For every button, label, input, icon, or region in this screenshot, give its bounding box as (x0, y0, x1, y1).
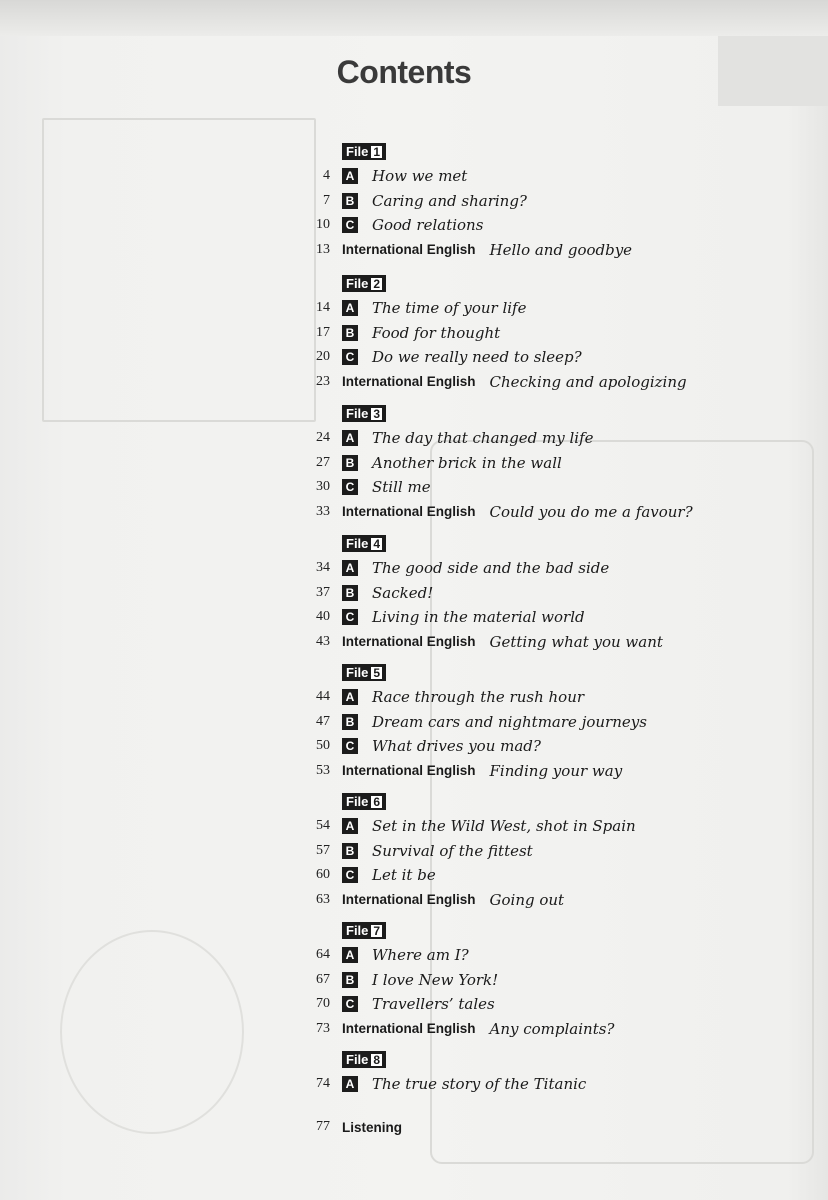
toc-entry[interactable] (300, 165, 800, 187)
lesson-letter-badge: C (342, 217, 358, 233)
page-number: 40 (316, 609, 330, 625)
file-heading-number: 8 (373, 1052, 381, 1067)
toc-entry[interactable] (300, 735, 800, 757)
toc-entry[interactable] (300, 686, 800, 708)
lesson-letter-badge: A (342, 168, 358, 184)
page-number: 14 (316, 300, 330, 315)
lesson-title: The good side and the bad side (372, 559, 610, 577)
toc-entry[interactable] (300, 297, 800, 319)
section-label: International English (342, 892, 476, 908)
lesson-letter-badge: A (342, 689, 358, 705)
section-label: International English (342, 504, 476, 520)
toc-entry[interactable] (300, 1073, 800, 1095)
file-heading (342, 664, 386, 681)
lesson-title: Checking and apologizing (489, 372, 687, 391)
file-heading (342, 143, 386, 160)
toc-entry[interactable] (300, 501, 800, 523)
lesson-title: Good relations (372, 216, 484, 235)
top-shadow (0, 0, 828, 36)
toc-entry[interactable] (300, 993, 800, 1015)
page-number: 27 (316, 454, 330, 470)
toc-entry[interactable] (300, 476, 800, 498)
file-heading (342, 275, 386, 292)
toc-entry[interactable] (300, 631, 800, 653)
toc-entry[interactable] (300, 557, 800, 579)
lesson-letter-badge: C (342, 349, 358, 365)
file-heading (342, 793, 386, 810)
lesson-title: The time of your life (372, 299, 527, 317)
lesson-title: Dream cars and nightmare journeys (372, 712, 647, 731)
toc-entry[interactable] (300, 606, 800, 628)
file-heading-label: File (346, 923, 369, 938)
lesson-title: Where am I? (372, 946, 469, 964)
page-number: 43 (316, 633, 330, 649)
lesson-title: Finding your way (489, 761, 623, 780)
page-number: 13 (316, 241, 330, 257)
page-number: 24 (316, 430, 330, 445)
toc-entry[interactable] (300, 864, 800, 886)
lesson-letter-badge: A (342, 1076, 358, 1092)
page-number: 74 (316, 1076, 330, 1091)
page-number: 44 (316, 689, 330, 704)
section-label: International English (342, 763, 476, 779)
file-heading-label: File (346, 276, 369, 291)
toc-entry[interactable] (300, 322, 800, 344)
file-heading (342, 535, 386, 552)
section-label: International English (342, 242, 476, 258)
lesson-title: The day that changed my life (372, 429, 594, 447)
file-heading-number: 1 (373, 144, 381, 159)
file-heading-label: File (346, 794, 369, 809)
page-number: 34 (316, 560, 330, 575)
file-heading (342, 1051, 386, 1068)
toc-entry[interactable] (300, 427, 800, 449)
page-number: 50 (316, 738, 330, 754)
file-heading (342, 405, 386, 422)
toc-entry[interactable] (300, 346, 800, 368)
lesson-title: Hello and goodbye (489, 240, 633, 259)
page-number: 54 (316, 818, 330, 833)
page-number: 17 (316, 324, 330, 340)
file-heading (342, 922, 386, 939)
lesson-title: Set in the Wild West, shot in Spain (372, 817, 636, 835)
page-number: 37 (316, 584, 330, 600)
lesson-letter-badge: B (342, 193, 358, 209)
toc-entry[interactable] (300, 1018, 800, 1040)
show-through-circle (60, 930, 244, 1134)
lesson-letter-badge: A (342, 300, 358, 316)
section-label: International English (342, 634, 476, 650)
toc-entry[interactable] (300, 582, 800, 604)
page-number: 30 (316, 479, 330, 495)
page-number: 77 (316, 1119, 330, 1134)
lesson-title: Living in the material world (372, 608, 585, 627)
file-heading-number: 5 (373, 665, 381, 680)
show-through-table (42, 118, 316, 422)
lesson-letter-badge: C (342, 609, 358, 625)
page-number: 4 (323, 168, 330, 183)
lesson-letter-badge: B (342, 455, 358, 471)
page-number: 70 (316, 996, 330, 1012)
listening-label: Listening (342, 1119, 402, 1135)
file-heading-label: File (346, 144, 369, 159)
page-number: 53 (316, 762, 330, 778)
page-number: 60 (316, 867, 330, 883)
toc-entry[interactable] (300, 889, 800, 911)
page-number: 64 (316, 947, 330, 962)
lesson-title: Another brick in the wall (372, 453, 562, 472)
lesson-letter-badge: A (342, 560, 358, 576)
toc-entry[interactable] (300, 840, 800, 862)
section-label: International English (342, 1021, 476, 1037)
lesson-letter-badge: B (342, 585, 358, 601)
toc-entry[interactable] (300, 214, 800, 236)
file-heading-label: File (346, 1052, 369, 1067)
lesson-title: I love New York! (372, 970, 499, 989)
lesson-letter-badge: A (342, 818, 358, 834)
lesson-letter-badge: C (342, 738, 358, 754)
page-number: 10 (316, 217, 330, 233)
lesson-letter-badge: B (342, 325, 358, 341)
lesson-title: How we met (372, 167, 468, 185)
lesson-title: Survival of the fittest (372, 841, 533, 860)
page-number: 47 (316, 713, 330, 729)
lesson-title: Travellers’ tales (372, 995, 495, 1014)
listening-entry[interactable] (300, 1116, 800, 1138)
file-heading-number: 7 (373, 923, 381, 938)
lesson-letter-badge: A (342, 430, 358, 446)
lesson-letter-badge: C (342, 867, 358, 883)
page-number: 63 (316, 891, 330, 907)
lesson-letter-badge: B (342, 714, 358, 730)
lesson-title: Any complaints? (489, 1019, 615, 1038)
file-heading-label: File (346, 536, 369, 551)
lesson-title: Let it be (372, 866, 436, 885)
lesson-letter-badge: C (342, 996, 358, 1012)
toc-entry[interactable] (300, 969, 800, 991)
toc-entry[interactable] (300, 711, 800, 733)
lesson-title: Going out (489, 890, 565, 909)
file-heading-number: 4 (373, 536, 381, 551)
toc-entry[interactable] (300, 371, 800, 393)
lesson-letter-badge: A (342, 947, 358, 963)
page-number: 67 (316, 971, 330, 987)
toc-entry[interactable] (300, 760, 800, 782)
lesson-letter-badge: B (342, 843, 358, 859)
section-label: International English (342, 374, 476, 390)
page-number: 57 (316, 842, 330, 858)
lesson-letter-badge: C (342, 479, 358, 495)
toc-entry[interactable] (300, 190, 800, 212)
lesson-title: Sacked! (372, 583, 434, 602)
show-through-picture (430, 440, 814, 1164)
lesson-letter-badge: B (342, 972, 358, 988)
toc-entry[interactable] (300, 452, 800, 474)
lesson-title: Food for thought (372, 323, 501, 342)
page-number: 23 (316, 373, 330, 389)
lesson-title: What drives you mad? (372, 737, 541, 756)
lesson-title: The true story of the Titanic (372, 1075, 587, 1093)
file-heading-label: File (346, 665, 369, 680)
lesson-title: Still me (372, 478, 431, 497)
lesson-title: Getting what you want (489, 632, 663, 651)
lesson-title: Caring and sharing? (372, 191, 527, 210)
lesson-title: Could you do me a favour? (489, 502, 693, 521)
lesson-title: Do we really need to sleep? (372, 348, 582, 367)
lesson-title: Race through the rush hour (372, 688, 585, 706)
page-number: 20 (316, 349, 330, 365)
file-heading-number: 2 (373, 276, 381, 291)
toc-entry[interactable] (300, 815, 800, 837)
page-number: 73 (316, 1020, 330, 1036)
page-number: 7 (323, 192, 330, 208)
file-heading-number: 3 (373, 406, 381, 421)
page-title: Contents (336, 54, 472, 90)
toc-entry[interactable] (300, 239, 800, 261)
file-heading-number: 6 (373, 794, 381, 809)
file-heading-label: File (346, 406, 369, 421)
toc-entry[interactable] (300, 944, 800, 966)
page-number: 33 (316, 503, 330, 519)
